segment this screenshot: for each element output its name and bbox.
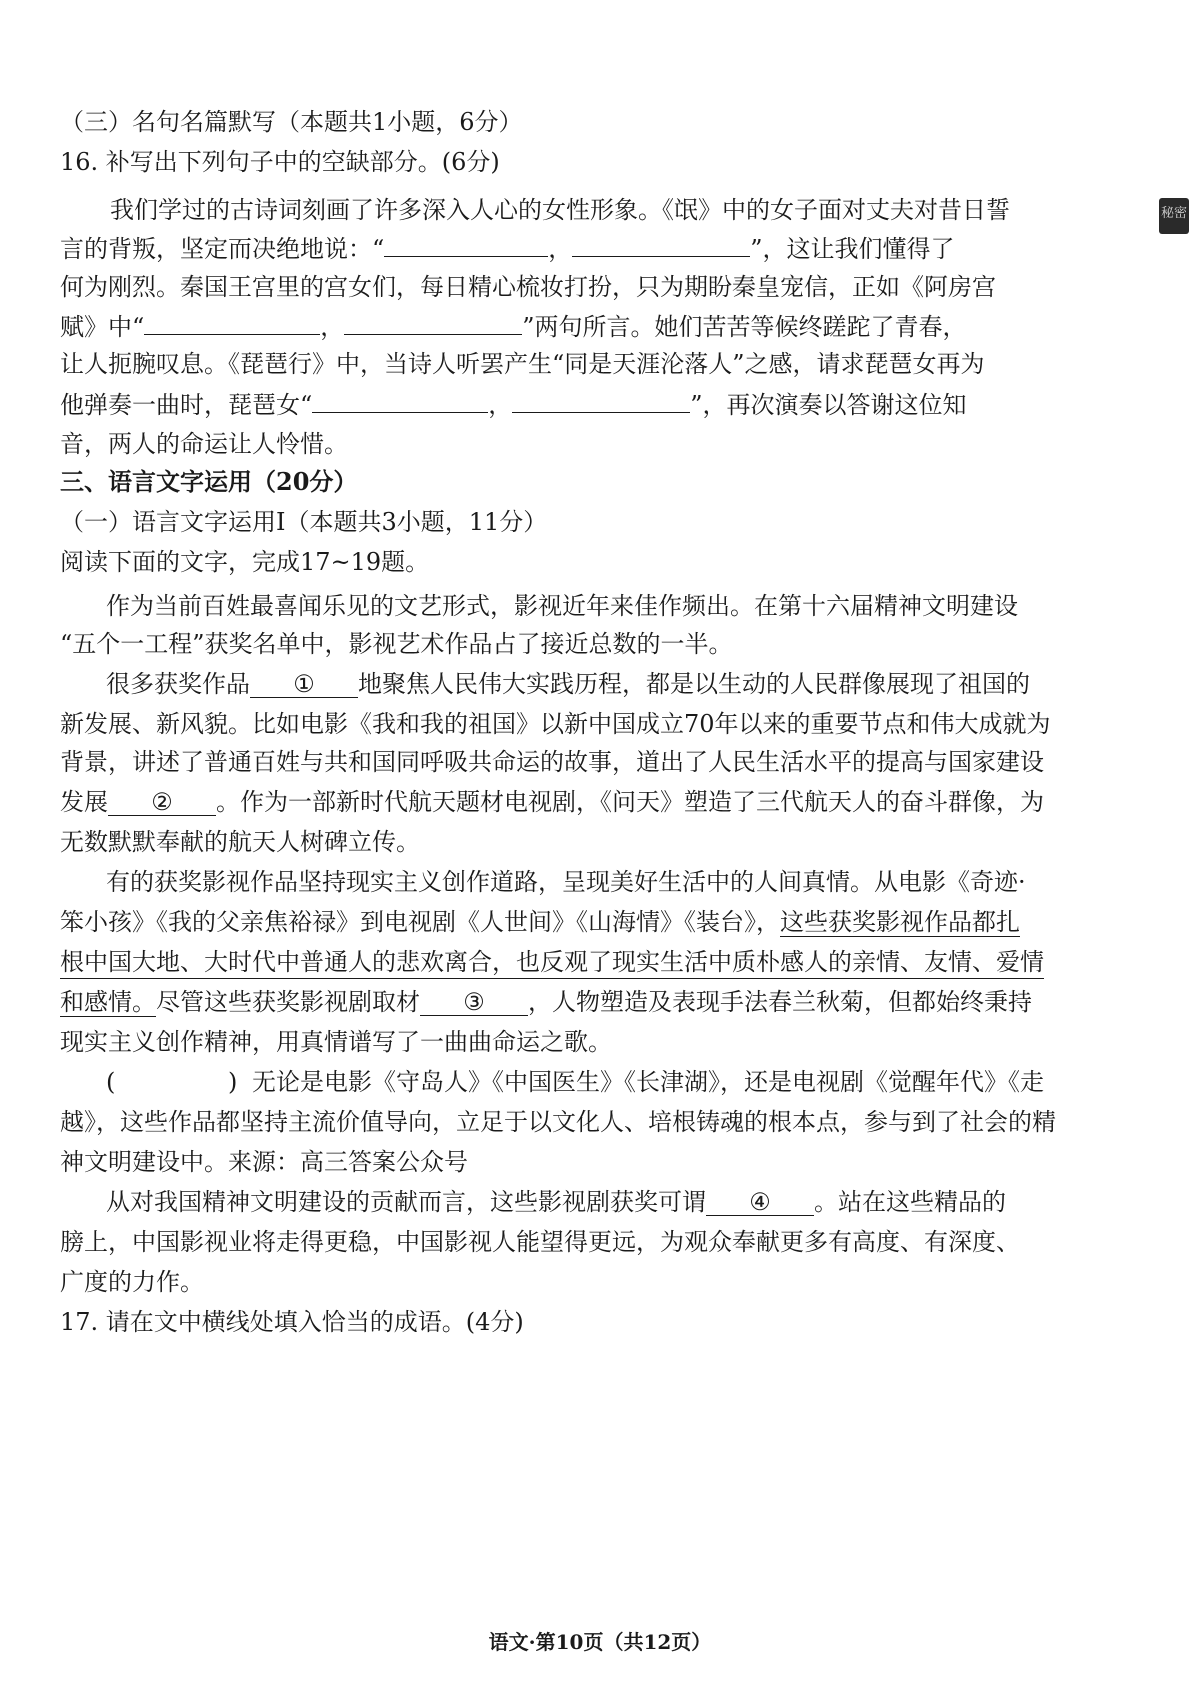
comma: ， (320, 313, 345, 341)
passage-text-c: ，人物塑造及表现手法春兰秋菊，但都始终秉持 (528, 988, 1032, 1016)
page-footer: 语文·第10页（共12页） (488, 1630, 712, 1654)
passage-text-b: 。作为一部新时代航天题材电视剧，《问天》塑造了三代航天人的奋斗群像，为 (216, 788, 1044, 816)
q16-text-b: ”，这让我们懂得了 (750, 235, 955, 263)
passage-text (60, 786, 1044, 818)
passage-text: 广度的力作。 (60, 1268, 204, 1296)
underlined-sentence: 根中国大地、大时代中普通人的悲欢离合，也反观了现实生活中质朴感人的亲情、友情、爱情 (60, 946, 1044, 979)
passage-text-b: 尽管这些获奖影视剧取材 (156, 988, 420, 1016)
instruction-text: 阅读下面的文字，完成17~19题。 (60, 548, 430, 576)
q16-text (60, 388, 967, 421)
fill-blank-3[interactable] (420, 987, 528, 1016)
passage-text: “五个一工程”获奖名单中，影视艺术作品占了接近总数的一半。 (60, 630, 733, 658)
passage-text-b: 地聚焦人民伟大实践历程，都是以生动的人民群像展现了祖国的 (358, 670, 1030, 698)
fill-blank-4[interactable] (706, 1187, 814, 1216)
passage-text: 膀上，中国影视业将走得更稳，中国影视人能望得更远，为观众奉献更多有高度、有深度、 (60, 1228, 1020, 1256)
passage-text: 现实主义创作精神，用真情谱写了一曲曲命运之歌。 (60, 1028, 612, 1056)
side-tab-mark (1159, 198, 1189, 234)
part-3-heading-text: 三、语言文字运用（20分） (60, 467, 358, 496)
source-note: 来源：高三答案公众号 (228, 1148, 468, 1176)
passage-text (60, 1146, 468, 1178)
q16-text-a: 他弹奏一曲时，琵琶女“ (60, 391, 313, 419)
passage-text-a: 笨小孩》《我的父亲焦裕禄》到电视剧《人世间》《山海情》《装台》， (60, 908, 780, 936)
q16-text: 让人扼腕叹息。《琵琶行》中，当诗人听罢产生“同是天涯沦落人”之感，请求琵琶女再为 (60, 350, 985, 378)
q16-text-b: ”，再次演奏以答谢这位知 (690, 391, 967, 419)
answer-blank-5[interactable] (312, 388, 488, 413)
q16-text-a: 言的背叛，坚定而决绝地说：“ (60, 235, 385, 263)
underlined-sentence: 和感情。 (60, 988, 156, 1016)
blank-marker-4: ④ (749, 1188, 771, 1216)
answer-blank-6[interactable] (512, 388, 690, 413)
side-tab-label: 秘密 (1161, 206, 1188, 221)
passage-text: 作为当前百姓最喜闻乐见的文艺形式，影视近年来佳作频出。在第十六届精神文明建设 (106, 592, 1018, 620)
blank-marker-1: ① (293, 670, 315, 698)
passage-text: 新发展、新风貌。比如电影《我和我的祖国》以新中国成立70年以来的重要节点和伟大成就为 (60, 710, 1051, 738)
passage-text-a: 神文明建设中。 (60, 1148, 228, 1176)
passage-text-a: 从对我国精神文明建设的贡献而言，这些影视剧获奖可谓 (106, 1188, 706, 1216)
comma: ， (488, 391, 513, 419)
q16-text (60, 310, 967, 343)
passage-text: 背景，讲述了普通百姓与共和国同呼吸共命运的故事，道出了人民生活水平的提高与国家建设 (60, 748, 1044, 776)
passage-text (60, 906, 1020, 938)
passage-text: 有的获奖影视作品坚持现实主义创作道路，呈现美好生活中的人间真情。从电影《奇迹· (106, 868, 1026, 896)
answer-blank-1[interactable] (384, 232, 548, 257)
section-heading-text: （三）名句名篇默写（本题共1小题，6分） (60, 108, 523, 136)
q16-text (60, 232, 955, 265)
fill-blank-1[interactable] (250, 669, 358, 698)
subsection-heading-text: （一）语言文字运用Ⅰ（本题共3小题，11分） (60, 508, 548, 536)
comma: ， (548, 235, 573, 263)
question-16-text: 16. 补写出下列句子中的空缺部分。(6分) (60, 148, 500, 176)
passage-text (106, 1186, 1006, 1218)
answer-blank-3[interactable] (144, 310, 320, 335)
answer-blank-4[interactable] (344, 310, 522, 335)
passage-text: 无论是电影《守岛人》《中国医生》《长津湖》，还是电视剧《觉醒年代》《走 (252, 1068, 1044, 1096)
paren-open: ( (106, 1068, 116, 1096)
passage-text-a: 很多获奖作品 (106, 670, 250, 698)
blank-marker-2: ② (151, 788, 173, 816)
answer-blank-2[interactable] (572, 232, 750, 257)
q16-text-b: ”两句所言。她们苦苦等候终蹉跎了青春， (522, 313, 967, 341)
passage-text: 无数默默奉献的航天人树碑立传。 (60, 828, 420, 856)
paren-close: ) (228, 1068, 238, 1096)
q16-text: 我们学过的古诗词刻画了许多深入人心的女性形象。《氓》中的女子面对丈夫对昔日誓 (110, 196, 1010, 224)
passage-text-b: 。站在这些精品的 (814, 1188, 1006, 1216)
passage-text-a: 发展 (60, 788, 108, 816)
passage-text (106, 668, 1030, 700)
blank-marker-3: ③ (463, 988, 485, 1016)
underlined-sentence: 这些获奖影视作品都扎 (780, 908, 1020, 936)
q16-text: 音，两人的命运让人怜惜。 (60, 430, 348, 458)
question-17-text: 17. 请在文中横线处填入恰当的成语。(4分) (60, 1308, 524, 1336)
fill-blank-2[interactable] (108, 787, 216, 816)
q16-text: 何为刚烈。秦国王宫里的宫女们，每日精心梳妆打扮，只为期盼秦皇宠信，正如《阿房宫 (60, 273, 996, 301)
passage-text: 越》，这些作品都坚持主流价值导向，立足于以文化人、培根铸魂的根本点，参与到了社会的精 (60, 1108, 1056, 1136)
q16-text-a: 赋》中“ (60, 313, 145, 341)
passage-text (60, 986, 1032, 1018)
